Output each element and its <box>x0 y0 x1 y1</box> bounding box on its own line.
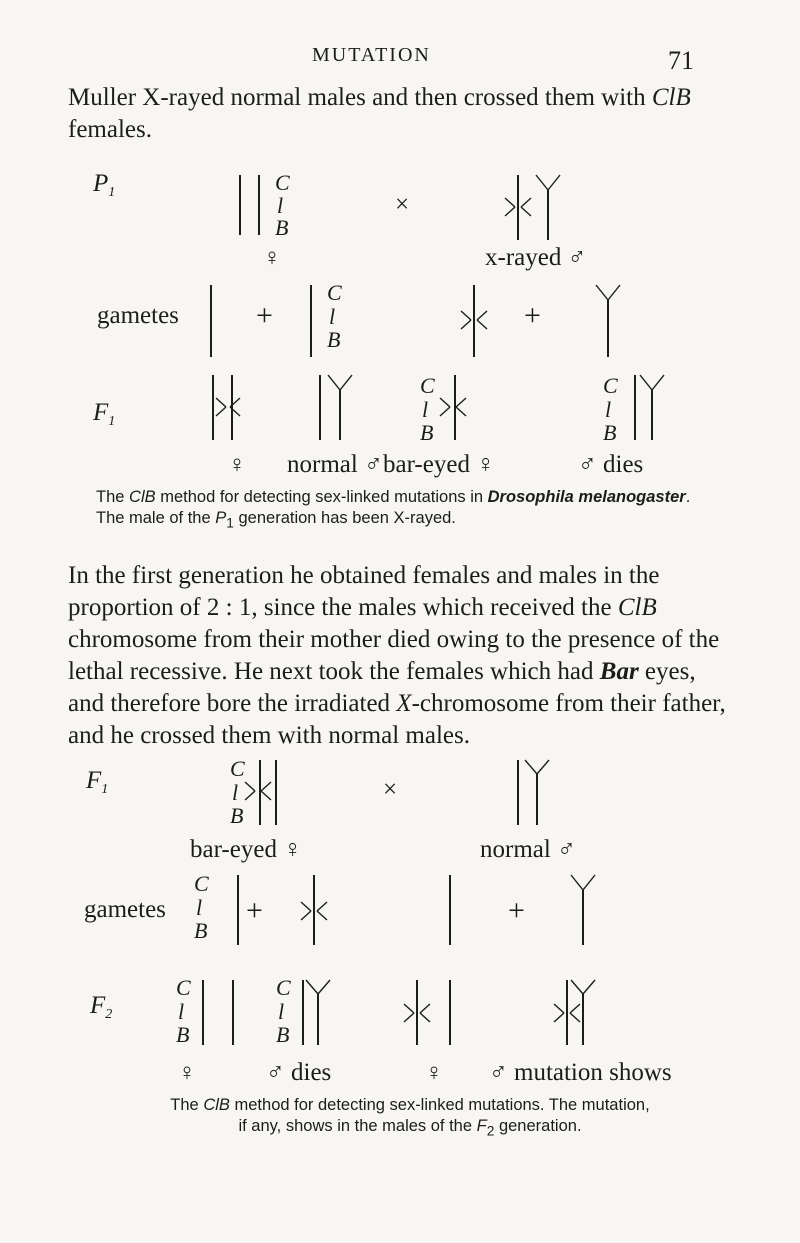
caption-text: if any, shows in the males of the <box>238 1117 477 1135</box>
gametes-label: gametes <box>84 896 166 923</box>
gene-l: l <box>278 999 285 1024</box>
gene-l: l <box>178 999 185 1024</box>
gene-b: B <box>176 1022 190 1047</box>
gene-b: B <box>327 327 341 352</box>
caption-species: Drosophila melanogaster <box>487 488 686 506</box>
gene-b: B <box>603 420 617 445</box>
gene-c: C <box>275 170 290 195</box>
caption-text: The <box>96 488 130 506</box>
intro-line-end: females. <box>68 116 152 143</box>
xray-mark-right <box>521 198 531 207</box>
normal-male-label: normal ♂ <box>480 836 576 863</box>
page-number: 71 <box>668 46 694 75</box>
gene-l: l <box>329 304 336 329</box>
body-text: -chromosome from their father, and he crossed them with normal males. <box>68 690 726 749</box>
clb-term: ClB <box>651 84 691 111</box>
gene-b: B <box>275 215 289 240</box>
cross-sign: × <box>383 776 398 803</box>
figure-2-caption <box>120 1095 700 1141</box>
gametes-label: gametes <box>97 302 179 329</box>
male-dies-label: ♂ dies <box>578 451 644 478</box>
f2-label: $F_2$ <box>90 992 113 1022</box>
female-symbol: ♀ <box>178 1060 196 1086</box>
gene-c: C <box>420 373 435 398</box>
caption-text: generation. <box>494 1117 582 1135</box>
xray-mark-left <box>505 198 515 207</box>
body-text: eyes, and therefore bore the irradiated <box>68 658 696 717</box>
gene-l: l <box>232 780 239 805</box>
gene-l: l <box>605 397 612 422</box>
caption-text: method for detecting sex-linked mutations. The mutation, <box>229 1096 650 1114</box>
caption-f-sub: 2 <box>486 1123 495 1139</box>
x-term: X <box>396 690 412 717</box>
bareyed-female-label: bar-eyed ♀ <box>383 451 495 478</box>
female-symbol: ♀ <box>228 452 246 478</box>
gene-c: C <box>276 975 291 1000</box>
female-symbol: ♀ <box>263 245 281 271</box>
normal-male-label: normal ♂ <box>287 451 383 478</box>
gene-b: B <box>420 420 434 445</box>
gene-l: l <box>196 895 203 920</box>
gene-b: B <box>194 918 208 943</box>
bar-term: Bar <box>599 658 639 685</box>
body-text: chromosome from their mother died owing to the presence of the lethal recessive. He next took the females which had <box>68 626 720 685</box>
plus-sign: + <box>246 894 263 927</box>
intro-line: Muller X-rayed normal males and then crossed them with <box>68 84 646 111</box>
figure-1-diagram <box>0 0 800 490</box>
running-title: MUTATION <box>312 44 431 66</box>
p1-label: $P_1$ <box>93 170 116 200</box>
caption-p-sub: 1 <box>226 515 234 531</box>
caption-text: method for detecting sex-linked mutations in <box>155 488 488 506</box>
cross-sign: × <box>395 191 410 218</box>
xrayed-male-label: x-rayed ♂ <box>485 244 587 271</box>
caption-f: F <box>476 1117 487 1135</box>
figure-1-caption <box>96 487 716 533</box>
caption-text: The <box>170 1096 204 1114</box>
body-text: In the first generation he obtained females and males in the proportion of 2 : 1, since the males which received the <box>68 562 660 621</box>
clb-term: ClB <box>617 594 657 621</box>
gene-l: l <box>422 397 429 422</box>
plus-sign: + <box>524 299 541 332</box>
caption-p: P <box>215 509 227 527</box>
gene-c: C <box>176 975 191 1000</box>
caption-text: generation has been X-rayed. <box>233 509 456 527</box>
gene-c: C <box>230 756 245 781</box>
plus-sign: + <box>508 894 525 927</box>
gene-c: C <box>194 871 209 896</box>
gene-c: C <box>603 373 618 398</box>
male-mutation-label: ♂ mutation shows <box>489 1059 672 1086</box>
body-paragraph <box>68 560 728 752</box>
bareyed-female-label: bar-eyed ♀ <box>190 836 302 863</box>
gene-b: B <box>276 1022 290 1047</box>
female-symbol: ♀ <box>425 1060 443 1086</box>
gene-b: B <box>230 803 244 828</box>
male-dies-label: ♂ dies <box>266 1059 332 1086</box>
gene-c: C <box>327 280 342 305</box>
caption-text: . The male of the <box>96 488 691 527</box>
f1-label: $F_1$ <box>93 399 116 429</box>
caption-clb: ClB <box>203 1096 230 1114</box>
gene-l: l <box>277 193 284 218</box>
caption-clb: ClB <box>129 488 156 506</box>
f1-label: $F_1$ <box>86 767 109 797</box>
plus-sign: + <box>256 299 273 332</box>
